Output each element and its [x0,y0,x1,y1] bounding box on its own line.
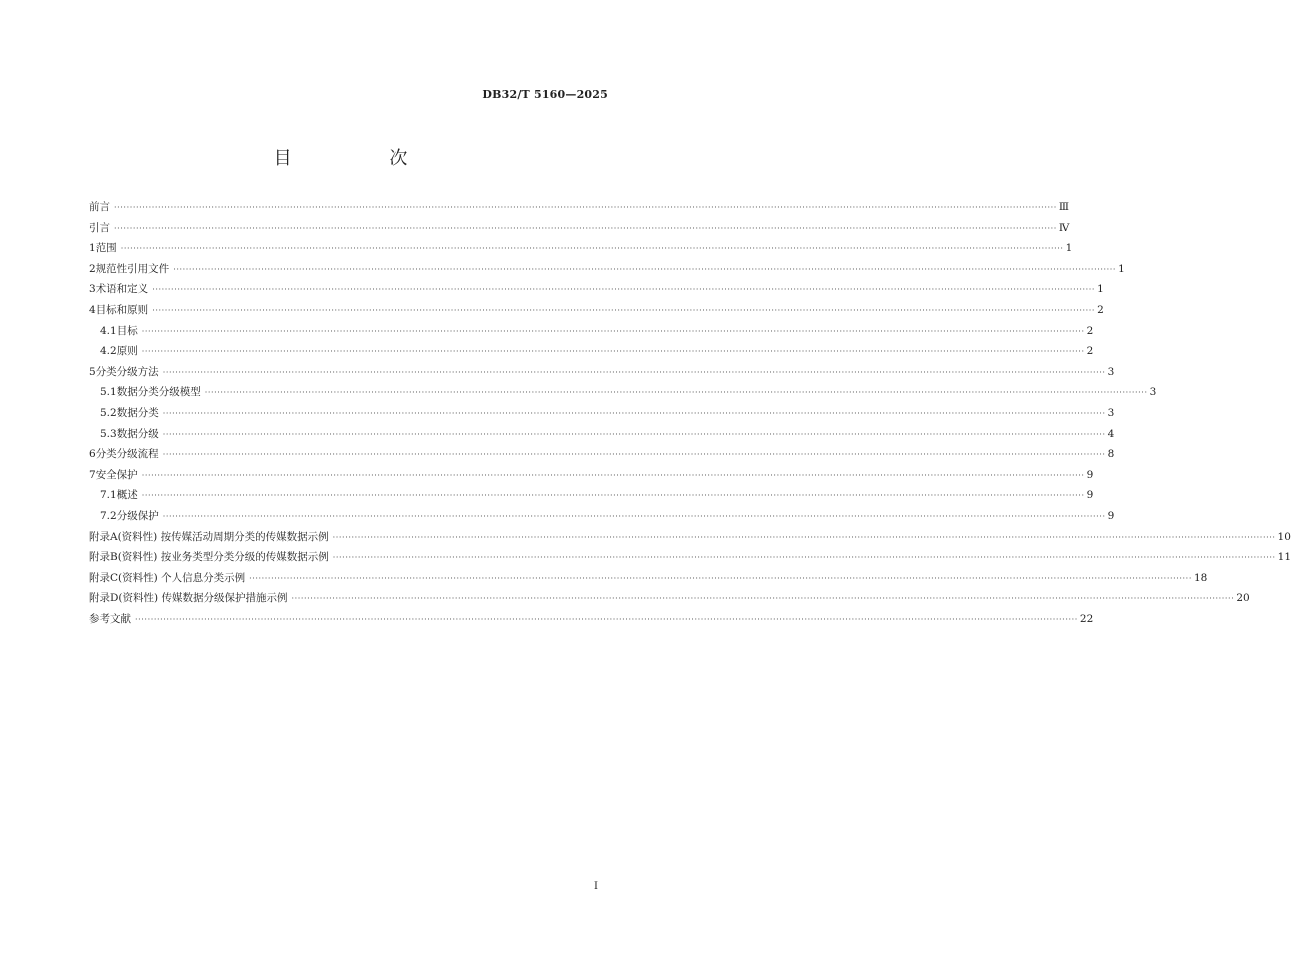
toc-dot-leader: ············································································································································································································································································································ [162,511,1106,521]
toc-entry-label: 附录A(资料性) 按传媒活动周期分类的传媒数据示例 [89,530,329,543]
toc-dot-leader: ············································································································································································································································································································ [141,470,1085,480]
toc-entry-number: 4.1 [100,324,117,337]
toc-entry-page: 9 [1086,468,1094,481]
toc-entry-page: 3 [1107,406,1115,419]
toc-entry-number: 2 [89,262,96,275]
toc-entry[interactable] [89,549,1291,570]
toc-entry-number: 7.2 [100,509,117,522]
toc-entry-label: 附录C(资料性) 个人信息分类示例 [89,571,246,584]
toc-entry[interactable] [89,446,1115,467]
toc-entry-page: 1 [1097,283,1104,296]
toc-entry-label: 范围 [95,242,117,255]
toc-entry[interactable] [89,220,1070,241]
toc-entry-page: 22 [1079,612,1094,625]
toc-entry-label: 数据分类 [116,406,159,419]
toc-dot-leader: ············································································································································································································································································································ [332,532,1276,542]
toc-entry-number: 5.2 [100,406,117,419]
toc-entry-page: 1 [1065,242,1073,255]
toc-list [89,199,1291,631]
toc-entry-page: 2 [1097,303,1104,316]
toc-entry-label: 规范性引用文件 [95,262,170,275]
toc-entry-page: 3 [1107,365,1115,378]
toc-entry-label: 分类分级方法 [95,365,159,378]
toc-entry[interactable] [89,611,1094,632]
toc-entry-page: 18 [1193,571,1208,584]
toc-entry-label: 参考文献 [89,612,131,625]
toc-entry[interactable] [89,570,1208,591]
toc-dot-leader: ············································································································································································································································································································ [135,614,1078,624]
toc-entry-label: 引言 [89,221,110,234]
toc-entry-page: 11 [1277,551,1291,564]
toc-dot-leader: ············································································································································································································································································································ [332,553,1276,563]
toc-entry-page: Ⅲ [1058,201,1070,213]
toc-entry-label: 概述 [116,489,138,502]
toc-entry-page: Ⅳ [1058,221,1070,234]
toc-dot-leader: ············································································································································································································································································································ [162,367,1106,377]
toc-entry-number: 3 [89,283,96,296]
page-number: I [594,881,598,892]
toc-entry-page: 3 [1149,386,1157,399]
toc-entry[interactable] [89,240,1073,261]
toc-entry-label: 分级保护 [116,509,159,522]
toc-dot-leader: ············································································································································································································································································································ [162,429,1106,439]
toc-entry-label: 附录B(资料性) 按业务类型分类分级的传媒数据示例 [89,551,329,564]
toc-entry-number: 4.2 [100,345,117,358]
toc-entry-page: 10 [1277,530,1291,543]
toc-dot-leader: ············································································································································································································································································································ [152,305,1096,315]
toc-entry[interactable] [89,487,1094,508]
toc-entry-label: 附录D(资料性) 传媒数据分级保护措施示例 [89,592,288,605]
toc-entry-label: 分类分级流程 [95,448,159,461]
toc-entry-number: 5.3 [100,427,117,440]
toc-entry-page: 4 [1107,427,1115,440]
toc-entry-number: 5.1 [100,386,117,399]
toc-entry-page: 20 [1236,592,1250,605]
toc-entry[interactable] [89,405,1115,426]
toc-title: 目 次 [273,148,454,169]
toc-entry[interactable] [89,529,1291,550]
toc-entry-label: 目标 [116,324,138,337]
toc-entry[interactable] [89,467,1094,488]
toc-entry[interactable] [89,364,1115,385]
toc-dot-leader: ············································································································································································································································································································ [141,326,1085,336]
toc-entry[interactable] [89,384,1157,405]
toc-dot-leader: ············································································································································································································································································································ [152,285,1096,295]
toc-entry-label: 原则 [116,345,138,358]
toc-dot-leader: ············································································································································································································································································································ [114,223,1057,233]
toc-entry-label: 数据分级 [116,427,159,440]
toc-dot-leader: ············································································································································································································································································································ [173,264,1117,274]
toc-entry-page: 9 [1107,509,1115,522]
toc-entry-label: 前言 [89,201,110,213]
toc-entry[interactable] [89,508,1115,529]
toc-entry-page: 2 [1086,345,1094,358]
toc-entry-label: 目标和原则 [95,303,149,316]
toc-entry[interactable] [89,323,1094,344]
toc-entry-page: 2 [1086,324,1094,337]
toc-dot-leader: ············································································································································································································································································································ [141,347,1085,357]
toc-entry-number: 5 [89,365,96,378]
toc-entry-number: 1 [89,242,96,255]
toc-dot-leader: ············································································································································································································································································································ [141,491,1085,501]
toc-entry-number: 6 [89,448,96,461]
toc-dot-leader: ············································································································································································································································································································ [291,594,1235,604]
toc-entry[interactable] [89,281,1104,302]
toc-dot-leader: ············································································································································································································································································································ [162,408,1106,418]
toc-entry-label: 术语和定义 [95,283,149,296]
toc-entry-label: 安全保护 [95,468,138,481]
toc-entry-page: 8 [1107,448,1115,461]
toc-entry[interactable] [89,426,1115,447]
toc-dot-leader: ············································································································································································································································································································ [204,388,1148,398]
toc-entry-number: 7 [89,468,96,481]
toc-entry-number: 4 [89,303,96,316]
toc-entry-number: 7.1 [100,489,117,502]
toc-dot-leader: ············································································································································································································································································································ [249,573,1192,583]
toc-entry-page: 1 [1118,262,1125,275]
toc-dot-leader: ············································································································································································································································································································ [162,450,1106,460]
toc-entry[interactable] [89,261,1125,282]
toc-dot-leader: ············································································································································································································································································································ [114,203,1057,212]
toc-entry-page: 9 [1086,489,1094,502]
toc-entry[interactable] [89,590,1250,611]
toc-entry[interactable] [89,302,1104,323]
standard-code: DB32/T 5160—2025 [482,88,608,101]
toc-entry[interactable] [89,199,1070,220]
toc-entry[interactable] [89,343,1094,364]
toc-dot-leader: ············································································································································································································································································································ [120,244,1064,254]
toc-entry-label: 数据分类分级模型 [116,386,201,399]
